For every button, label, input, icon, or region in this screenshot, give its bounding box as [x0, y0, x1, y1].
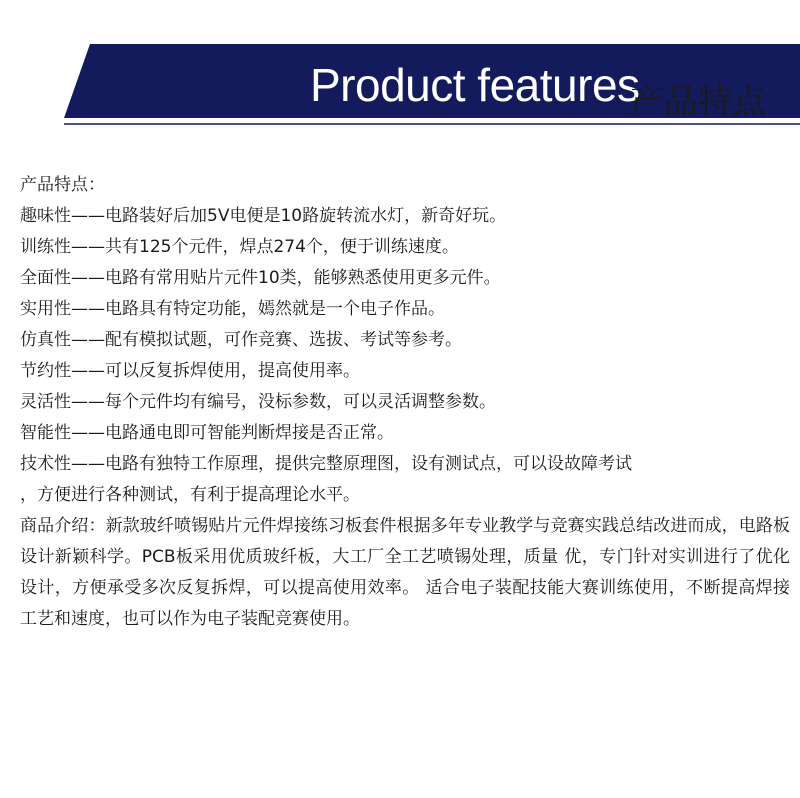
banner-title-en: Product features [310, 59, 640, 111]
banner-title-cn: 产品特点 [630, 82, 766, 122]
feature-item-flexibility: 灵活性——每个元件均有编号，没标参数，可以灵活调整参数。 [20, 392, 496, 412]
feature-item-practical: 实用性——电路具有特定功能，嫣然就是一个电子作品。 [20, 299, 445, 319]
feature-item-technical: 技术性——电路有独特工作原理，提供完整原理图，设有测试点，可以设故障考试 [20, 454, 632, 474]
feature-item-technical-cont: ，方便进行各种测试，有利于提高理论水平。 [20, 485, 360, 505]
product-intro: 商品介绍：新款玻纤喷锡贴片元件焊接练习板套件根据多年专业教学与竞赛实践总结改进而成，电路板设计新颖科学。PCB板采用优质玻纤板，大工厂全工艺喷锡处理，质量 优，专门针对实训进行了优化设计，方便承受多次反复拆焊，可以提高使用效率。 适合电子装配技能大赛训练使用，不断提高焊接工艺和速度，也可以作为电子装配竞赛使用。 [20, 516, 790, 629]
feature-item-intelligence: 智能性——电路通电即可智能判断焊接是否正常。 [20, 423, 394, 443]
section-heading: 产品特点： [20, 175, 105, 195]
feature-item-fun: 趣味性——电路装好后加5V电便是10路旋转流水灯，新奇好玩。 [20, 206, 507, 226]
feature-item-training: 训练性——共有125个元件，焊点274个，便于训练速度。 [20, 237, 459, 257]
feature-item-simulation: 仿真性——配有模拟试题，可作竞赛、选拔、考试等参考。 [20, 330, 462, 350]
feature-item-comprehensive: 全面性——电路有常用贴片元件10类，能够熟悉使用更多元件。 [20, 268, 501, 288]
header-banner [0, 0, 800, 130]
feature-item-economy: 节约性——可以反复拆焊使用，提高使用率。 [20, 361, 360, 381]
product-description [20, 170, 790, 635]
